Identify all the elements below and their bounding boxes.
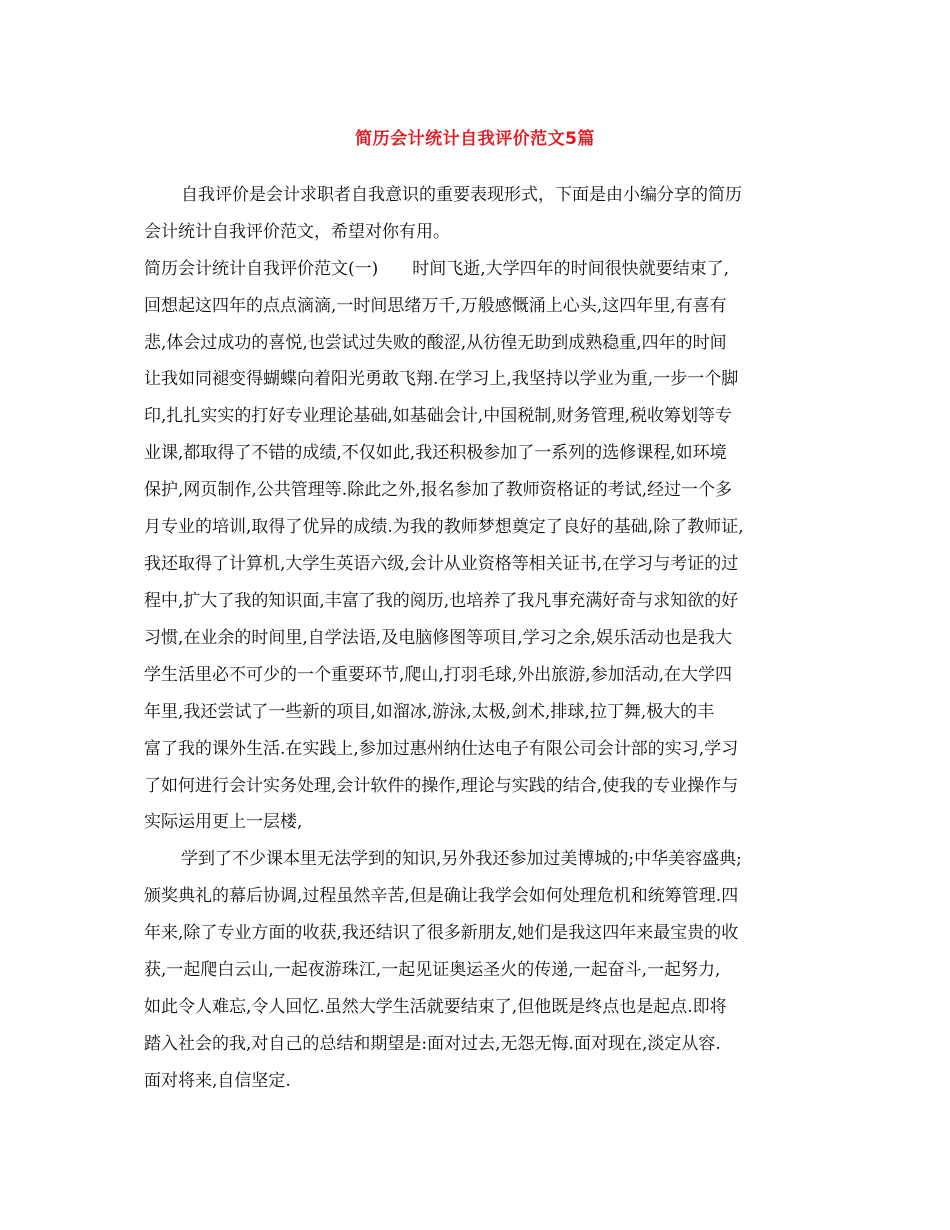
- paragraph-first-line: 学到了不少课本里无法学到的知识,另外我还参加过美博城的;中华美容盛典;: [181, 849, 742, 869]
- paragraph-line: 印,扎扎实实的打好专业理论基础,如基础会计,中国税制,财务管理,税收筹划等专: [144, 406, 733, 426]
- paragraph-line: 悲,体会过成功的喜悦,也尝试过失败的酸涩,从彷徨无助到成熟稳重,四年的时间: [144, 333, 727, 353]
- section-heading-line: 简历会计统计自我评价范文(一) 时间飞逝,大学四年的时间很快就要结束了,: [144, 259, 730, 279]
- paragraph-line: 程中,扩大了我的知识面,丰富了我的阅历,也培养了我凡事充满好奇与求知欲的好: [144, 591, 739, 611]
- paragraph-line: 年来,除了专业方面的收获,我还结识了很多新朋友,她们是我这四年来最宝贵的收: [144, 923, 739, 943]
- paragraph-line: 习惯,在业余的时间里,自学法语,及电脑修图等项目,学习之余,娱乐活动也是我大: [144, 628, 733, 648]
- paragraph-line: 我还取得了计算机,大学生英语六级,会计从业资格等相关证书,在学习与考证的过: [144, 554, 739, 574]
- paragraph-line: 富了我的课外生活.在实践上,参加过惠州纳仕达电子有限公司会计部的实习,学习: [144, 739, 739, 759]
- paragraph-line: 年里,我还尝试了一些新的项目,如溜冰,游泳,太极,剑术,排球,拉丁舞,极大的丰: [144, 702, 715, 722]
- paragraph-line: 面对将来,自信坚定.: [144, 1071, 291, 1091]
- paragraph-line: 学生活里必不可少的一个重要环节,爬山,打羽毛球,外出旅游,参加活动,在大学四: [144, 665, 733, 685]
- paragraph-line: 颁奖典礼的幕后协调,过程虽然辛苦,但是确让我学会如何处理危机和统筹管理.四: [144, 886, 739, 906]
- paragraph-line: 如此令人难忘,令人回忆.虽然大学生活就要结束了,但他既是终点也是起点.即将: [144, 997, 727, 1017]
- paragraph-line: 获,一起爬白云山,一起夜游珠江,一起见证奥运圣火的传递,一起奋斗,一起努力,: [144, 960, 721, 980]
- intro-line: 会计统计自我评价范文，希望对你有用。: [144, 222, 450, 242]
- paragraph-line: 让我如同褪变得蝴蝶向着阳光勇敢飞翔.在学习上,我坚持以学业为重,一步一个脚: [144, 369, 739, 389]
- paragraph-line: 回想起这四年的点点滴滴,一时间思绪万千,万般感慨涌上心头,这四年里,有喜有: [144, 296, 727, 316]
- document-title: 简历会计统计自我评价范文5篇: [355, 129, 595, 149]
- paragraph-line: 月专业的培训,取得了优异的成绩.为我的教师梦想奠定了良好的基础,除了教师证,: [144, 517, 744, 537]
- paragraph-line: 踏入社会的我,对自己的总结和期望是:面对过去,无怨无悔.面对现在,淡定从容.: [144, 1034, 721, 1054]
- paragraph-line: 实际运用更上一层楼,: [144, 812, 303, 832]
- paragraph-line: 了如何进行会计实务处理,会计软件的操作,理论与实践的结合,使我的专业操作与: [144, 776, 739, 796]
- paragraph-line: 业课,都取得了不错的成绩,不仅如此,我还积极参加了一系列的选修课程,如环境: [144, 443, 727, 463]
- intro-line: 自我评价是会计求职者自我意识的重要表现形式，下面是由小编分享的简历: [181, 185, 742, 205]
- paragraph-line: 保护,网页制作,公共管理等.除此之外,报名参加了教师资格证的考试,经过一个多: [144, 480, 733, 500]
